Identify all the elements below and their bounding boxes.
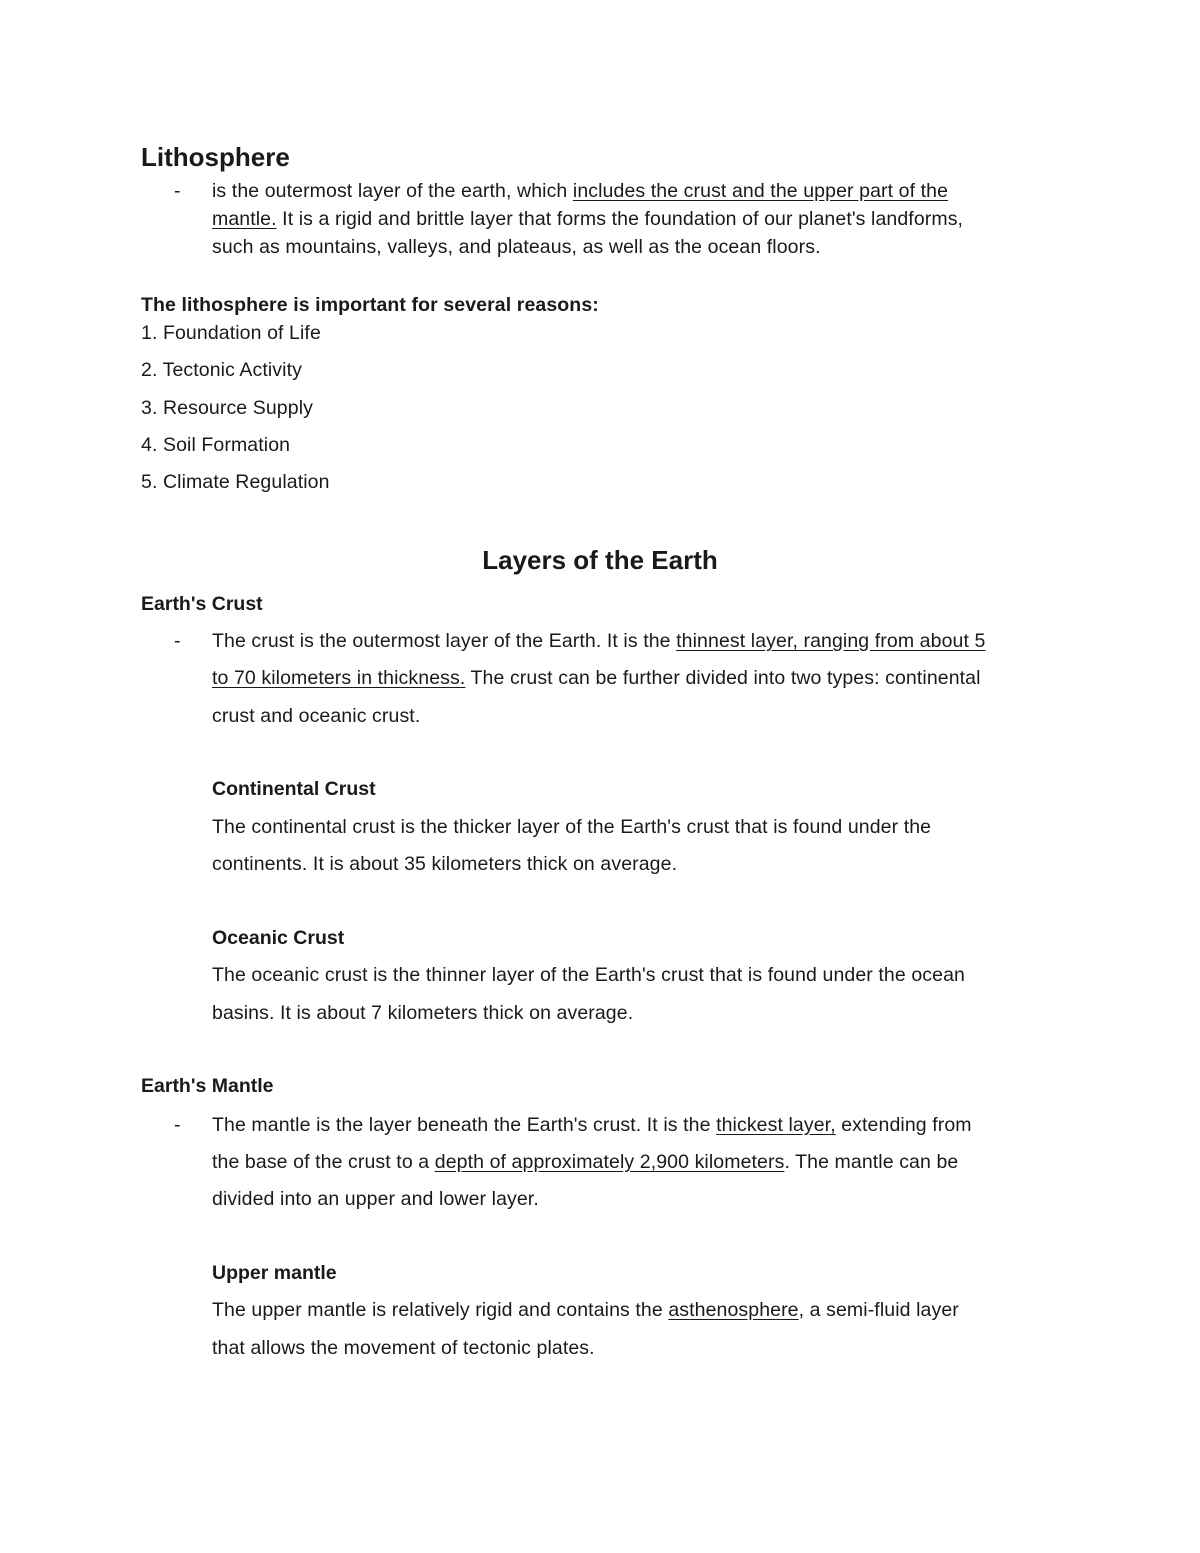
- crust-line-2: [212, 667, 981, 690]
- crust-line-2-text: The crust can be further divided into two types: continental: [465, 667, 981, 689]
- upper-mantle-line-1-text-b: , a semi-fluid layer: [798, 1299, 959, 1321]
- oceanic-line-2: basins. It is about 7 kilometers thick on average.: [212, 1002, 634, 1024]
- lithosphere-line-2: [212, 208, 963, 231]
- reason-item-1: 1. Foundation of Life: [141, 322, 321, 344]
- oceanic-heading: Oceanic Crust: [212, 927, 345, 949]
- lithosphere-dash: -: [174, 180, 181, 202]
- upper-mantle-line-1-text-a: The upper mantle is relatively rigid and contains the: [212, 1299, 669, 1321]
- mantle-line-1-underlined: thickest layer,: [716, 1114, 836, 1136]
- lithosphere-line-2-text: It is a rigid and brittle layer that forms the foundation of our planet's landforms,: [276, 208, 964, 230]
- mantle-heading: Earth's Mantle: [141, 1075, 274, 1097]
- lithosphere-heading: Lithosphere: [141, 142, 290, 172]
- lithosphere-line-1: [212, 180, 948, 203]
- crust-line-1: [212, 630, 985, 653]
- continental-heading: Continental Crust: [212, 778, 376, 800]
- layers-heading: Layers of the Earth: [482, 545, 718, 575]
- mantle-line-2-text-b: . The mantle can be: [784, 1151, 959, 1173]
- upper-mantle-heading: Upper mantle: [212, 1262, 337, 1284]
- upper-mantle-line-1-underlined: asthenosphere: [668, 1299, 799, 1321]
- mantle-line-1-text-a: The mantle is the layer beneath the Earth's crust. It is the: [212, 1114, 717, 1136]
- crust-line-1-text: The crust is the outermost layer of the Earth. It is the: [212, 630, 677, 652]
- lithosphere-line-3: such as mountains, valleys, and plateaus, as well as the ocean floors.: [212, 236, 821, 258]
- mantle-line-1-text-b: extending from: [835, 1114, 972, 1136]
- mantle-line-2-text-a: the base of the crust to a: [212, 1151, 435, 1173]
- continental-line-1: The continental crust is the thicker layer of the Earth's crust that is found under the: [212, 816, 932, 838]
- upper-mantle-line-2: that allows the movement of tectonic plates.: [212, 1337, 595, 1359]
- upper-mantle-line-1: [212, 1299, 959, 1322]
- crust-heading: Earth's Crust: [141, 593, 263, 615]
- mantle-line-2-underlined: depth of approximately 2,900 kilometers: [434, 1151, 785, 1173]
- reason-item-2: 2. Tectonic Activity: [141, 359, 302, 381]
- lithosphere-line-1-text: is the outermost layer of the earth, which: [212, 180, 573, 202]
- reason-item-4: 4. Soil Formation: [141, 434, 291, 456]
- reason-item-5: 5. Climate Regulation: [141, 471, 330, 493]
- mantle-line-3: divided into an upper and lower layer.: [212, 1188, 539, 1210]
- continental-line-2: continents. It is about 35 kilometers thick on average.: [212, 853, 678, 875]
- crust-line-1-underlined: thinnest layer, ranging from about 5: [676, 630, 986, 652]
- mantle-line-1: [212, 1114, 972, 1137]
- crust-line-3: crust and oceanic crust.: [212, 705, 421, 727]
- lithosphere-line-1-underlined: includes the crust and the upper part of the: [572, 180, 949, 202]
- mantle-line-2: [212, 1151, 958, 1174]
- reasons-heading: The lithosphere is important for several reasons:: [141, 294, 599, 316]
- reason-item-3: 3. Resource Supply: [141, 397, 313, 419]
- lithosphere-line-2-underlined: mantle.: [212, 208, 277, 230]
- oceanic-line-1: The oceanic crust is the thinner layer of the Earth's crust that is found under the ocean: [212, 964, 965, 986]
- mantle-dash: -: [174, 1114, 181, 1136]
- crust-dash: -: [174, 630, 181, 652]
- crust-line-2-underlined: to 70 kilometers in thickness.: [212, 667, 466, 689]
